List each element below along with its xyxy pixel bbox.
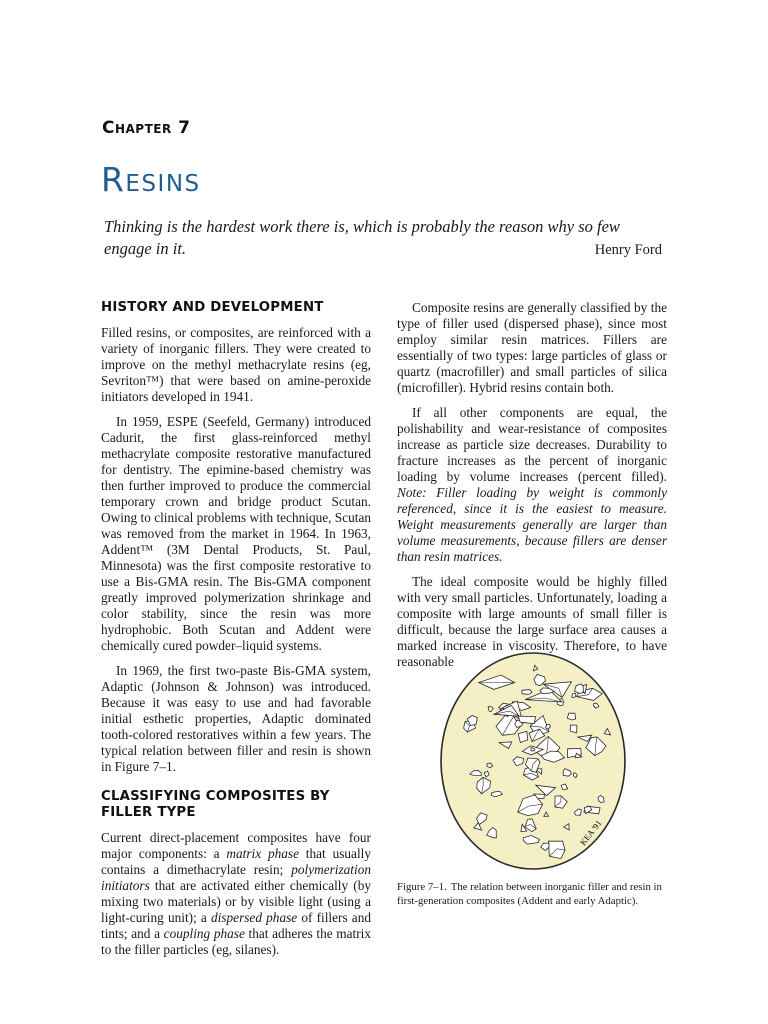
left-column bbox=[101, 300, 371, 967]
filler-particle bbox=[567, 713, 575, 720]
chapter-title: Resins bbox=[101, 160, 201, 199]
filler-note: Note: Filler loading by weight is commonly referenced, since it is the easiest to measure. Weight measurements generally are larger than volume measurements, because fillers are denser than resin matrices. bbox=[397, 485, 667, 564]
artist-signature: KEA '91 bbox=[577, 818, 604, 848]
paragraph: In 1969, the first two-paste Bis-GMA system, Adaptic (Johnson & Johnson) was introduced. Because it was easy to use and had favorable initial esthetic properties, Adaptic dominated tooth-colored restoratives within a few years. The typical relation between filler and resin is shown in Figure 7–1. bbox=[101, 663, 371, 774]
epigraph-author: Henry Ford bbox=[594, 242, 662, 258]
term-polymerization-initiators: polymerization initiators bbox=[101, 862, 371, 893]
right-column bbox=[397, 300, 667, 679]
section-heading-classifying: CLASSIFYING COMPOSITES BY FILLER TYPE bbox=[101, 789, 330, 820]
term-matrix-phase: matrix phase bbox=[226, 846, 299, 861]
filler-resin-illustration bbox=[438, 650, 628, 872]
filler-particle bbox=[518, 716, 535, 724]
paragraph: If all other components are equal, the polishability and wear-resistance of composites increase as particle size decreases. Durability to fracture increases as the percent of inorganic loading by volume increases (percent filled). Note: Filler loading by weight is commonly referenced, since it is the easiest to measure. Weight measurements generally are larger than volume measurements, because fillers are denser than resin matrices. bbox=[397, 405, 667, 564]
filler-particle bbox=[531, 748, 535, 751]
section-heading-history: HISTORY AND DEVELOPMENT bbox=[101, 300, 324, 315]
paragraph: Filled resins, or composites, are reinforced with a variety of inorganic fillers. They were created to improve on the methyl methacrylate resins (eg, Sevriton™) that were based on amine-peroxide initiators developed in 1941. bbox=[101, 325, 371, 404]
figure-number: Figure 7–1. bbox=[397, 881, 447, 893]
paragraph: Current direct-placement composites have four major components: a matrix phase that usually contains a dimethacrylate resin; polymerization initiators that are activated either chemically (by mixing two materials) or by visible light (using a light-curing unit); a dispersed phase of fillers and tints; and a coupling phase that adheres the matrix to the filler particles (eg, silanes). bbox=[101, 830, 371, 957]
paragraph: Composite resins are generally classified by the type of filler used (dispersed phase), since most employ similar resin matrices. Fillers are essentially of two types: large particles of glass or quartz (macrofiller) and small particles of silica (microfiller). Hybrid resins contain both. bbox=[397, 300, 667, 395]
chapter-label: Chapter 7 bbox=[102, 118, 191, 138]
epigraph-quote: Thinking is the hardest work there is, which is probably the reason why so few engage in it. bbox=[104, 217, 620, 258]
filler-particle bbox=[572, 694, 576, 698]
figure-caption bbox=[397, 880, 667, 908]
paragraph: The ideal composite would be highly filled with very small particles. Unfortunately, loading a composite with large amounts of small filler is difficult, because the large surface area causes a marked increase in viscosity. Therefore, to have reasonable bbox=[397, 574, 667, 669]
figure-7-1 bbox=[438, 650, 628, 872]
figure-caption-text: The relation between inorganic filler and resin in first-generation composites (Addent and early Adaptic). bbox=[397, 881, 662, 907]
term-coupling-phase: coupling phase bbox=[163, 926, 245, 941]
paragraph: In 1959, ESPE (Seefeld, Germany) introduced Cadurit, the first glass-reinforced methyl methacrylate composite restorative manufactured for dentistry. The epimine-based chemistry was then further improved to produce the commercial temporary crown and bridge product Scutan. Owing to clinical problems with technique, Scutan was removed from the market in 1964. In 1963, Addent™ (3M Dental Products, St. Paul, Minnesota) was the first composite restorative to use a Bis-GMA resin. The Bis-GMA component greatly improved polymerization shrinkage and color stability, since the resin was more hydrophobic. Both Scutan and Addent were chemically cured powder–liquid systems. bbox=[101, 414, 371, 653]
term-dispersed-phase: dispersed phase bbox=[211, 910, 298, 925]
filler-particle bbox=[522, 690, 532, 695]
